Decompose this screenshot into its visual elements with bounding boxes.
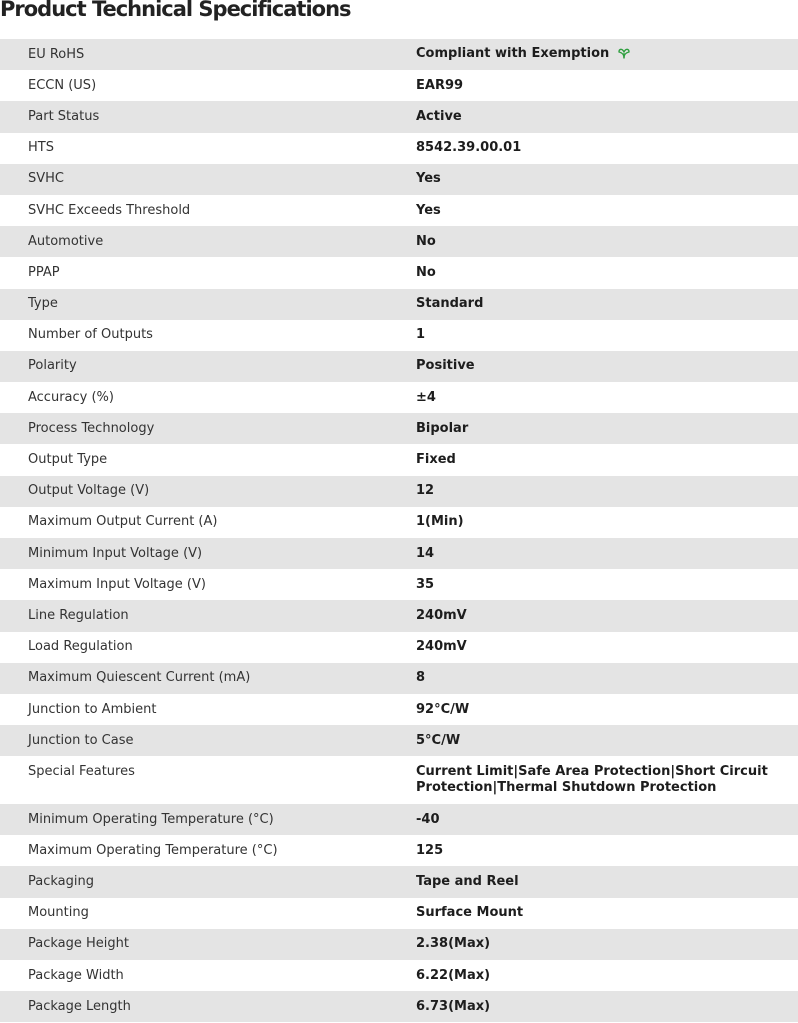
table-row [0,476,798,507]
spec-label: Junction to Case [0,725,416,756]
table-row [0,929,798,960]
spec-label: Accuracy (%) [0,382,416,413]
spec-value: ±4 [416,382,798,413]
table-row [0,289,798,320]
table-row [0,538,798,569]
spec-label: Load Regulation [0,632,416,663]
table-row [0,991,798,1022]
spec-value: EAR99 [416,70,798,101]
spec-label: Polarity [0,351,416,382]
spec-label: Maximum Output Current (A) [0,507,416,538]
table-row [0,164,798,195]
table-row [0,444,798,475]
table-row [0,382,798,413]
spec-value: 92°C/W [416,694,798,725]
table-row [0,195,798,226]
table-row [0,866,798,897]
spec-value: 14 [416,538,798,569]
table-row [0,39,798,70]
spec-label: HTS [0,133,416,164]
spec-label: Maximum Input Voltage (V) [0,569,416,600]
spec-value: 8542.39.00.01 [416,133,798,164]
spec-label: Minimum Input Voltage (V) [0,538,416,569]
spec-label: Mounting [0,898,416,929]
spec-value: 240mV [416,600,798,631]
spec-value: Bipolar [416,413,798,444]
spec-value: 240mV [416,632,798,663]
spec-label: Number of Outputs [0,320,416,351]
spec-label: Special Features [0,756,416,804]
table-row [0,725,798,756]
spec-label: Part Status [0,101,416,132]
table-row [0,351,798,382]
spec-label: PPAP [0,257,416,288]
spec-value: 6.73(Max) [416,991,798,1022]
spec-label: Maximum Operating Temperature (°C) [0,835,416,866]
table-row [0,600,798,631]
spec-label: Package Width [0,960,416,991]
spec-value: 125 [416,835,798,866]
spec-value: Tape and Reel [416,866,798,897]
table-row [0,960,798,991]
spec-value: Active [416,101,798,132]
spec-value: 6.22(Max) [416,960,798,991]
table-row [0,70,798,101]
table-row [0,226,798,257]
spec-value: 2.38(Max) [416,929,798,960]
table-row [0,835,798,866]
table-row [0,507,798,538]
table-row [0,101,798,132]
spec-label: EU RoHS [0,39,416,70]
spec-label: ECCN (US) [0,70,416,101]
spec-label: Package Height [0,929,416,960]
spec-label: Minimum Operating Temperature (°C) [0,804,416,835]
specifications-table [0,39,798,1022]
leaf-icon [617,47,631,64]
spec-value: No [416,257,798,288]
table-row [0,133,798,164]
spec-value [416,39,798,70]
spec-label: Package Length [0,991,416,1022]
table-row [0,804,798,835]
spec-label: Maximum Quiescent Current (mA) [0,663,416,694]
spec-value: 1(Min) [416,507,798,538]
spec-label: Process Technology [0,413,416,444]
spec-label: SVHC Exceeds Threshold [0,195,416,226]
table-row [0,694,798,725]
spec-label: Line Regulation [0,600,416,631]
spec-value: Current Limit|Safe Area Protection|Short Circuit Protection|Thermal Shutdown Protection [416,756,798,804]
table-row [0,413,798,444]
table-row [0,569,798,600]
table-row [0,320,798,351]
spec-value: 12 [416,476,798,507]
spec-value: Fixed [416,444,798,475]
spec-label: Output Type [0,444,416,475]
spec-value: 5°C/W [416,725,798,756]
table-row [0,632,798,663]
spec-label: SVHC [0,164,416,195]
spec-value: No [416,226,798,257]
spec-label: Junction to Ambient [0,694,416,725]
spec-value-text: Compliant with Exemption [416,45,610,61]
table-row [0,898,798,929]
spec-value: Surface Mount [416,898,798,929]
spec-value: 8 [416,663,798,694]
spec-value: 35 [416,569,798,600]
spec-value: Positive [416,351,798,382]
table-row [0,663,798,694]
table-row [0,257,798,288]
spec-label: Automotive [0,226,416,257]
table-row [0,756,798,804]
spec-value: Yes [416,195,798,226]
spec-value: Standard [416,289,798,320]
spec-label: Output Voltage (V) [0,476,416,507]
spec-value: -40 [416,804,798,835]
page-title: Product Technical Specifications [0,0,351,21]
spec-value: Yes [416,164,798,195]
spec-label: Type [0,289,416,320]
spec-value: 1 [416,320,798,351]
spec-label: Packaging [0,866,416,897]
